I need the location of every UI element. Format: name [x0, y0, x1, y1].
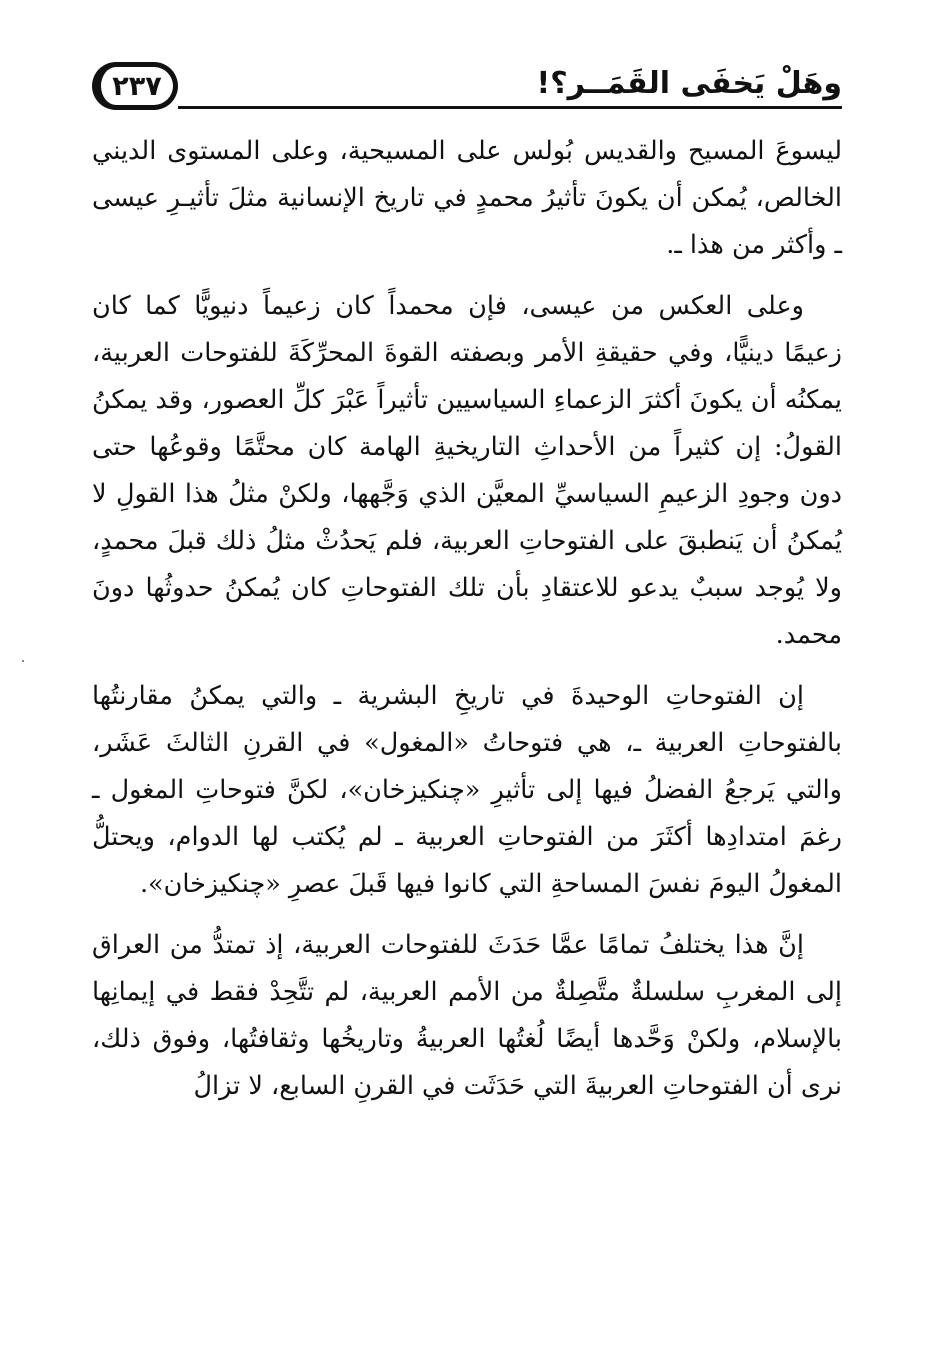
paragraph-2: وعلى العكس من عيسى، فإن محمداً كان زعيماً دنيويًّا كما كان زعيمًا دينيًّا، وفي حقيقةِ الأمر وبصفته القوةَ المحرِّكَةَ للفتوحات العربية، يمكنُه أن يكونَ أكثرَ الزعماءِ السياسيين تأثيراً عَبْرَ كلِّ العصور، وقد يمكنُ القولُ: إن كثيراً من الأحداثِ التاريخيةِ الهامة كان محتَّمًا وقوعُها حتى دون وجودِ الزعيمِ السياسيِّ المعيَّن الذي وَجَّهها، ولكنْ مثلُ هذا القولِ لا يُمكنُ أن يَنطبقَ على الفتوحاتِ العربية، فلم يَحدُثْ مثلُ ذلك قبلَ محمدٍ، ولا يُوجد سببٌ يدعو للاعتقادِ بأن تلك الفتوحاتِ كان يُمكنُ حدوثُها دونَ محمد.	[92, 291, 842, 650]
paragraph-4: إنَّ هذا يختلفُ تمامًا عمَّا حَدَثَ للفتوحات العربية، إذ تمتدُّ من العراق إلى المغربِ سلسلةٌ متَّصِلةٌ من الأمم العربية، لم تتَّحِدْ فقط في إيمانِها بالإسلام، ولكنْ وَحَّدها أيضًا لُغتُها العربيةُ وتاريخُها وثقافتُها، وفوق ذلك، نرى أن الفتوحاتِ العربيةَ التي حَدَثَت في القرنِ السابع، لا تزالُ	[92, 930, 842, 1101]
page-header	[92, 62, 842, 122]
page-number: ٢٣٧	[112, 70, 162, 102]
paragraph-1: ليسوعَ المسيح والقديس بُولس على المسيحية، وعلى المستوى الديني الخالص، يُمكن أن يكونَ تأثيرُ محمدٍ في تاريخ الإنسانية مثلَ تأثيـرِ عيسى ـ وأكثر من هذا ـ.	[92, 136, 842, 260]
body-text	[92, 128, 842, 1110]
running-title: وهَلْ يَخفَى القَمَــر؟!	[536, 66, 842, 101]
margin-speck	[22, 660, 24, 662]
page-number-badge	[92, 62, 178, 110]
header-rule	[178, 106, 842, 109]
paragraph-3: إن الفتوحاتِ الوحيدةَ في تاريخِ البشرية ـ والتي يمكنُ مقارنتُها بالفتوحاتِ العربية ـ، هي فتوحاتُ «المغول» في القرنِ الثالثَ عَشَر، والتي يَرجعُ الفضلُ فيها إلى تأثيرِ «چنكيزخان»، لكنَّ فتوحاتِ المغول ـ رغمَ امتدادِها أكثَرَ من الفتوحاتِ العربية ـ لم يُكتب لها الدوام، ويحتلُّ المغولُ اليومَ نفسَ المساحةِ التي كانوا فيها قَبلَ عصرِ «چنكيزخان».	[92, 681, 842, 899]
